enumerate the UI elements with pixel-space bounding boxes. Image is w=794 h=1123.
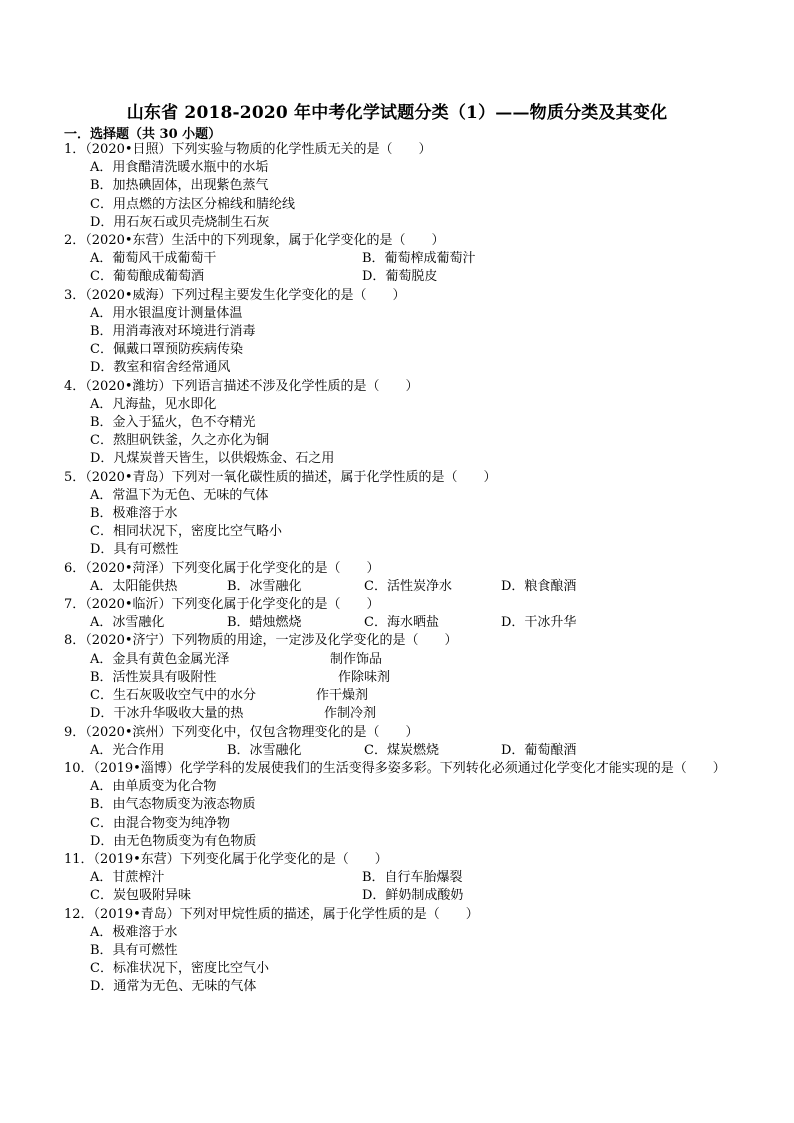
answer-option: D．鲜奶制成酸奶	[362, 888, 464, 904]
option-list	[0, 651, 794, 724]
question-stem: 11．（2019•东营）下列变化属于化学变化的是（ ）	[64, 851, 388, 867]
question-stem: 2．（2020•东营）生活中的下列现象，属于化学变化的是（ ）	[64, 233, 445, 249]
question-stem: 1．（2020•日照）下列实验与物质的化学性质无关的是（ ）	[64, 142, 432, 157]
answer-option: A．冰雪融化	[90, 615, 165, 631]
answer-option: A．由单质变为化合物	[90, 779, 217, 795]
question-stem: 5．（2020•青岛）下列对一氧化碳性质的描述，属于化学性质的是（ ）	[64, 469, 497, 485]
answer-option: B．金入于猛火，色不夺精光	[90, 415, 256, 431]
option-list	[0, 250, 794, 286]
answer-option: A．葡萄风干成葡萄干	[90, 251, 217, 267]
option-use: 作干燥剂	[316, 688, 369, 704]
option-list	[0, 396, 794, 469]
answer-option: C．佩戴口罩预防疾病传染	[90, 342, 243, 358]
answer-option	[0, 705, 794, 723]
question-item	[0, 232, 794, 287]
answer-option: D．葡萄酿酒	[501, 742, 577, 758]
answer-option: A．凡海盐，见水即化	[90, 396, 217, 412]
answer-option: B．蜡烛燃烧	[227, 615, 302, 631]
question-stem: 3．（2020•威海）下列过程主要发生化学变化的是（ ）	[64, 287, 406, 303]
answer-option: C．煤炭燃烧	[364, 742, 439, 758]
answer-option: C．炭包吸附异味	[90, 888, 191, 904]
option-list	[0, 614, 794, 632]
question-stem: 6．（2020•菏泽）下列变化属于化学变化的是（ ）	[64, 560, 380, 576]
answer-option	[0, 669, 794, 687]
option-property: C．生石灰吸收空气中的水分	[90, 688, 256, 704]
answer-option: B．由气态物质变为液态物质	[90, 797, 256, 813]
answer-option: C．葡萄酿成葡萄酒	[90, 269, 204, 285]
answer-option: C．标准状况下，密度比空气小	[90, 961, 269, 977]
answer-option: D．用石灰石或贝壳烧制生石灰	[90, 214, 270, 230]
question-item	[0, 851, 794, 906]
question-item	[0, 724, 794, 760]
option-list	[0, 924, 794, 997]
answer-option: C．用点燃的方法区分棉线和腈纶线	[90, 196, 295, 212]
option-property: A．金具有黄色金属光泽	[90, 651, 230, 667]
answer-option: D．干冰升华	[501, 615, 577, 631]
answer-option: D．粮食酿酒	[501, 578, 577, 594]
answer-option: A．甘蔗榨汁	[90, 870, 165, 886]
question-item	[0, 141, 794, 232]
section-heading: 一．选择题（共 30 小题）	[64, 127, 222, 142]
question-item	[0, 906, 794, 997]
question-item	[0, 760, 794, 851]
question-stem: 10．（2019•淄博）化学学科的发展使我们的生活变得多姿多彩。下列转化必须通过化学变化才能实现的是（ ）	[64, 760, 726, 776]
answer-option: D．凡煤炭普天皆生，以供煅炼金、石之用	[90, 451, 335, 467]
answer-option: C．熬胆矾铁釜，久之亦化为铜	[90, 433, 269, 449]
question-stem: 4．（2020•潍坊）下列语言描述不涉及化学性质的是（ ）	[64, 378, 419, 394]
question-stem: 9．（2020•滨州）下列变化中，仅包含物理变化的是（ ）	[64, 724, 419, 740]
option-list	[0, 869, 794, 905]
answer-option: A．用食醋清洗暖水瓶中的水垢	[90, 160, 269, 176]
question-item	[0, 287, 794, 378]
question-stem: 7．（2020•临沂）下列变化属于化学变化的是（ ）	[64, 597, 380, 613]
answer-option: D．具有可燃性	[90, 542, 179, 558]
question-stem: 8．（2020•济宁）下列物质的用途，一定涉及化学变化的是（ ）	[64, 633, 458, 649]
answer-option: B．加热碘固体，出现紫色蒸气	[90, 178, 269, 194]
answer-option: B．极难溶于水	[90, 506, 178, 522]
question-item	[0, 596, 794, 632]
page-title: 山东省 2018-2020 年中考化学试题分类（1）——物质分类及其变化	[126, 103, 668, 123]
answer-option: A．用水银温度计测量体温	[90, 305, 243, 321]
answer-option: D．由无色物质变为有色物质	[90, 833, 257, 849]
option-property: D．干冰升华吸收大量的热	[90, 706, 244, 722]
answer-option: C．活性炭净水	[364, 578, 452, 594]
answer-option: A．极难溶于水	[90, 924, 178, 940]
answer-option: A．太阳能供热	[90, 578, 178, 594]
answer-option: C．由混合物变为纯净物	[90, 815, 230, 831]
answer-option: B．自行车胎爆裂	[362, 870, 463, 886]
option-list	[0, 742, 794, 760]
answer-option: D．葡萄脱皮	[362, 269, 438, 285]
question-item	[0, 560, 794, 596]
option-use: 作制冷剂	[324, 706, 377, 722]
answer-option: A．光合作用	[90, 742, 165, 758]
answer-option	[0, 687, 794, 705]
option-use: 制作饰品	[330, 651, 383, 667]
question-item	[0, 469, 794, 560]
answer-option: B．冰雪融化	[227, 578, 302, 594]
answer-option: A．常温下为无色、无味的气体	[90, 487, 269, 503]
option-list	[0, 778, 794, 851]
answer-option: C．相同状况下，密度比空气略小	[90, 524, 282, 540]
answer-option: B．用消毒液对环境进行消毒	[90, 324, 256, 340]
option-list	[0, 159, 794, 232]
answer-option: B．冰雪融化	[227, 742, 302, 758]
answer-option: C．海水晒盐	[364, 615, 439, 631]
option-list	[0, 578, 794, 596]
option-list	[0, 305, 794, 378]
question-list	[0, 141, 794, 997]
option-use: 作除味剂	[338, 669, 391, 685]
question-item	[0, 378, 794, 469]
answer-option: B．具有可燃性	[90, 942, 178, 958]
answer-option: B．葡萄榨成葡萄汁	[362, 251, 476, 267]
option-property: B．活性炭具有吸附性	[90, 669, 217, 685]
answer-option: D．通常为无色、无味的气体	[90, 979, 257, 995]
answer-option: D．教室和宿舍经常通风	[90, 360, 231, 376]
question-item	[0, 632, 794, 723]
option-list	[0, 487, 794, 560]
question-stem: 12．（2019•青岛）下列对甲烷性质的描述，属于化学性质的是（ ）	[64, 906, 479, 922]
answer-option	[0, 651, 794, 669]
